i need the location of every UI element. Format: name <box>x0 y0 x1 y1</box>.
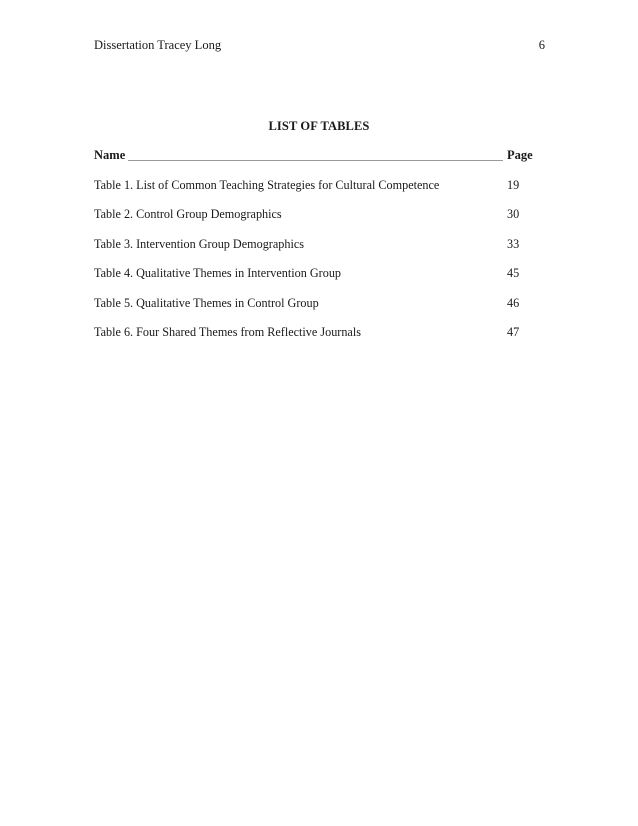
list-item <box>94 266 535 295</box>
list-of-tables-heading: LIST OF TABLES <box>268 119 370 133</box>
table-entry-label: Table 4. Qualitative Themes in Intervention Group <box>94 266 342 281</box>
running-title: Dissertation Tracey Long <box>94 38 222 52</box>
table-entry-label: Table 5. Qualitative Themes in Control Group <box>94 295 319 310</box>
list-item <box>94 178 535 207</box>
table-entry-label: Table 2. Control Group Demographics <box>94 207 282 222</box>
table-entry-page: 45 <box>507 266 520 281</box>
running-header <box>94 38 545 56</box>
table-entry-page: 30 <box>507 207 520 222</box>
list-item <box>94 207 535 236</box>
table-entry-label: Table 6. Four Shared Themes from Reflective Journals <box>94 324 361 339</box>
list-item <box>94 237 535 266</box>
column-headers <box>94 148 535 164</box>
table-entry-page: 46 <box>507 295 520 310</box>
table-list <box>94 178 535 354</box>
name-column-header: Name <box>94 148 126 162</box>
page-column-header: Page <box>507 148 533 162</box>
header-rule <box>128 160 503 161</box>
page-number: 6 <box>538 38 545 52</box>
table-entry-page: 47 <box>507 324 520 339</box>
table-entry-page: 33 <box>507 236 520 251</box>
table-entry-label: Table 1. List of Common Teaching Strategies for Cultural Competence <box>94 178 440 192</box>
list-item <box>94 296 535 325</box>
table-entry-page: 19 <box>507 178 520 192</box>
list-item <box>94 325 535 354</box>
table-entry-label: Table 3. Intervention Group Demographics <box>94 236 304 251</box>
